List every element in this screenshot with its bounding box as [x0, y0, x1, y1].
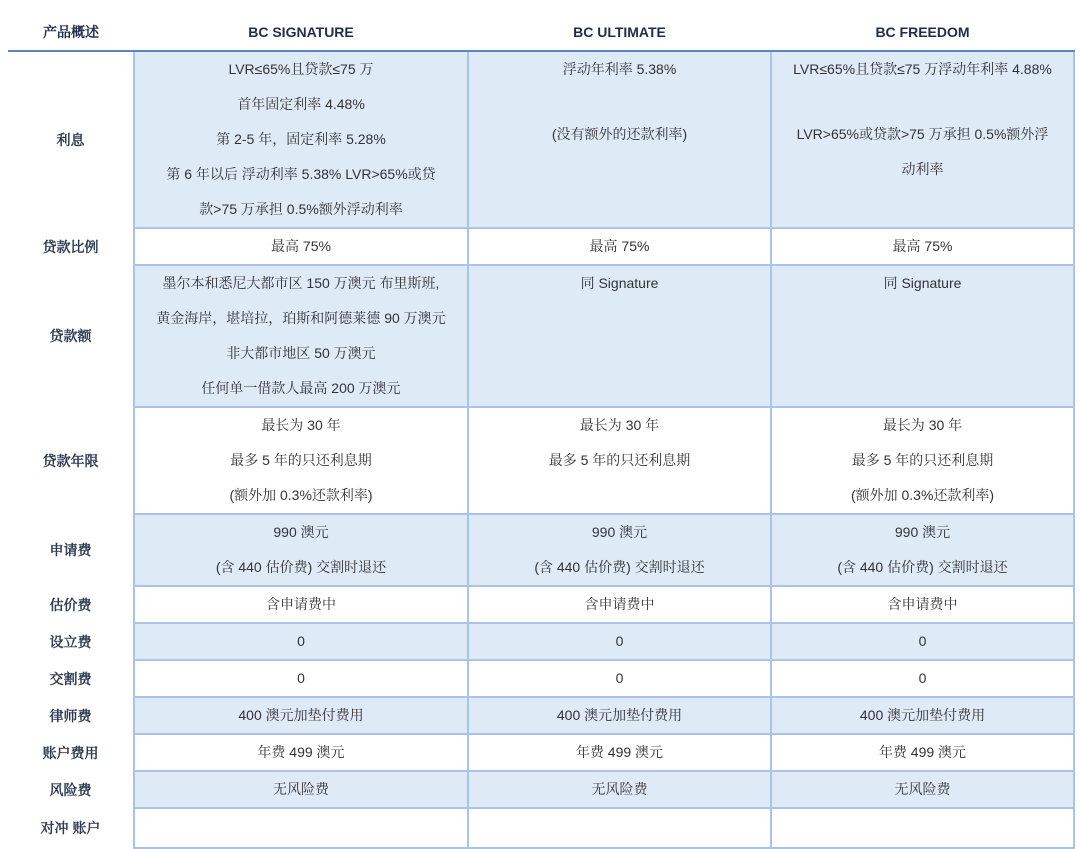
row-label-term: 贷款年限 — [42, 452, 99, 469]
cell-settlement-freedom: 0 — [771, 660, 1074, 697]
row-label-risk: 风险费 — [49, 781, 92, 798]
row-label-account: 账户费用 — [42, 744, 99, 761]
row-interest — [8, 51, 1074, 228]
term-signature-line: 最长为 30 年 — [261, 417, 341, 433]
application-ultimate-line: 990 澳元 — [591, 524, 648, 540]
cell-setup-freedom: 0 — [771, 623, 1074, 660]
cell-interest-signature — [134, 51, 468, 228]
term-ultimate-line: 最长为 30 年 — [579, 417, 660, 433]
cell-offset-signature — [134, 808, 468, 848]
cell-legal-freedom: 400 澳元加垫付费用 — [771, 697, 1074, 734]
row-label-offset: 对冲 账户 — [40, 820, 101, 836]
interest-freedom-line: 动利率 — [901, 161, 944, 177]
cell-valuation-signature: 含申请费中 — [134, 586, 468, 623]
interest-signature-line: 第 6 年以后 浮动利率 5.38% LVR>65%或贷 — [166, 166, 436, 182]
application-freedom-line: (含 440 估价费) 交割时退还 — [837, 559, 1008, 575]
row-label-setup: 设立费 — [49, 633, 92, 650]
row-term — [8, 407, 1074, 514]
cell-legal-ultimate: 400 澳元加垫付费用 — [468, 697, 771, 734]
interest-freedom-line: LVR≤65%且贷款≤75 万浮动年利率 4.88% — [793, 61, 1052, 77]
amount-signature-line: 任何单一借款人最高 200 万澳元 — [201, 380, 401, 396]
term-signature-line: 最多 5 年的只还利息期 — [230, 452, 372, 468]
cell-risk-freedom: 无风险费 — [771, 771, 1074, 808]
row-label-application: 申请费 — [49, 542, 92, 558]
interest-signature-line: 第 2-5 年，固定利率 5.28% — [216, 131, 386, 147]
cell-application-ultimate — [468, 514, 771, 586]
cell-account-ultimate: 年费 499 澳元 — [468, 734, 771, 771]
row-application — [8, 514, 1074, 586]
term-signature-line: (额外加 0.3%还款利率) — [229, 487, 373, 503]
cell-amount-freedom: 同 Signature — [771, 265, 1074, 407]
row-label-legal: 律师费 — [49, 707, 92, 724]
cell-application-signature — [134, 514, 468, 586]
cell-ratio-signature: 最高 75% — [134, 228, 468, 265]
row-offset — [8, 808, 1074, 848]
row-legal — [8, 697, 1074, 734]
interest-signature-line: 首年固定利率 4.48% — [237, 96, 365, 112]
cell-valuation-ultimate: 含申请费中 — [468, 586, 771, 623]
header-overview: 产品概述 — [8, 14, 134, 51]
cell-account-freedom: 年费 499 澳元 — [771, 734, 1074, 771]
row-account — [8, 734, 1074, 771]
application-signature-line: (含 440 估价费) 交割时退还 — [215, 559, 387, 575]
interest-ultimate-line: (没有额外的还款利率) — [551, 126, 688, 142]
application-ultimate-line: (含 440 估价费) 交割时退还 — [534, 559, 705, 575]
cell-amount-ultimate: 同 Signature — [468, 265, 771, 407]
cell-ratio-freedom: 最高 75% — [771, 228, 1074, 265]
cell-term-freedom — [771, 407, 1074, 514]
row-valuation — [8, 586, 1074, 623]
row-label-amount: 贷款额 — [49, 328, 92, 344]
cell-account-signature: 年费 499 澳元 — [134, 734, 468, 771]
term-ultimate-line: 最多 5 年的只还利息期 — [548, 452, 691, 468]
cell-interest-ultimate — [468, 51, 771, 228]
amount-signature-line: 非大都市地区 50 万澳元 — [226, 345, 376, 361]
amount-signature-line: 黄金海岸，堪培拉，珀斯和阿德莱德 90 万澳元 — [156, 310, 446, 326]
row-label-settlement: 交割费 — [49, 670, 92, 687]
cell-interest-freedom — [771, 51, 1074, 228]
cell-term-ultimate — [468, 407, 771, 514]
header-row — [8, 14, 1074, 51]
cell-valuation-freedom: 含申请费中 — [771, 586, 1074, 623]
cell-offset-freedom — [771, 808, 1074, 848]
cell-settlement-ultimate: 0 — [468, 660, 771, 697]
spacer — [473, 87, 766, 117]
interest-signature-line: LVR≤65%且贷款≤75 万 — [228, 61, 374, 77]
header-bc-ultimate: BC ULTIMATE — [468, 14, 771, 51]
row-settlement — [8, 660, 1074, 697]
cell-application-freedom — [771, 514, 1074, 586]
interest-ultimate-line: 浮动年利率 5.38% — [562, 61, 677, 77]
cell-risk-ultimate: 无风险费 — [468, 771, 771, 808]
cell-amount-signature — [134, 265, 468, 407]
term-freedom-line: 最多 5 年的只还利息期 — [851, 452, 994, 468]
row-label-valuation: 估价费 — [49, 596, 92, 613]
cell-term-signature — [134, 407, 468, 514]
spacer — [776, 87, 1069, 117]
row-label-ratio: 贷款比例 — [42, 238, 99, 255]
row-amount — [8, 265, 1074, 407]
row-ratio — [8, 228, 1074, 265]
cell-offset-ultimate — [468, 808, 771, 848]
interest-signature-line: 款>75 万承担 0.5%额外浮动利率 — [199, 201, 403, 217]
cell-setup-signature: 0 — [134, 623, 468, 660]
row-risk — [8, 771, 1074, 808]
amount-signature-line: 墨尔本和悉尼大都市区 150 万澳元 布里斯班, — [162, 275, 440, 291]
product-comparison-table — [8, 14, 1075, 849]
row-label-interest: 利息 — [56, 132, 85, 148]
cell-legal-signature: 400 澳元加垫付费用 — [134, 697, 468, 734]
interest-freedom-line: LVR>65%或贷款>75 万承担 0.5%额外浮 — [796, 126, 1049, 142]
application-freedom-line: 990 澳元 — [894, 524, 951, 540]
cell-ratio-ultimate: 最高 75% — [468, 228, 771, 265]
header-bc-signature: BC SIGNATURE — [134, 14, 468, 51]
term-freedom-line: 最长为 30 年 — [882, 417, 963, 433]
header-bc-freedom: BC FREEDOM — [771, 14, 1074, 51]
cell-risk-signature: 无风险费 — [134, 771, 468, 808]
cell-setup-ultimate: 0 — [468, 623, 771, 660]
term-freedom-line: (额外加 0.3%还款利率) — [850, 487, 995, 503]
cell-settlement-signature: 0 — [134, 660, 468, 697]
row-setup — [8, 623, 1074, 660]
application-signature-line: 990 澳元 — [273, 524, 329, 540]
